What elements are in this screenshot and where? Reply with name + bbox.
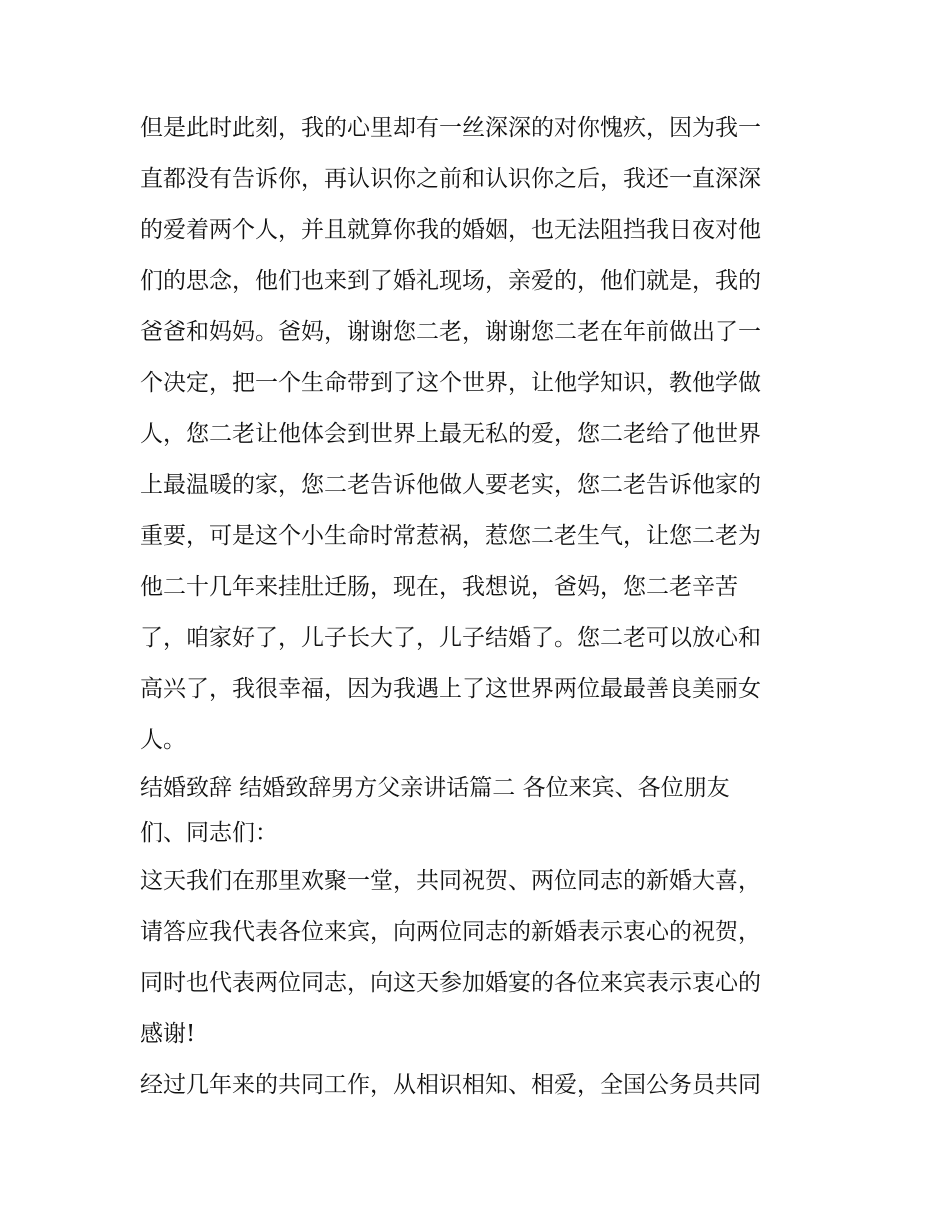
section-heading-line: 结婚致辞 结婚致辞男方父亲讲话篇二 各位来宾、各位朋友 bbox=[140, 775, 730, 801]
text-line: 他二十几年来挂肚迁肠，现在，我想说，爸妈，您二老辛苦 bbox=[140, 574, 738, 600]
text-line: 人。 bbox=[140, 727, 186, 753]
text-line: 直都没有告诉你，再认识你之前和认识你之后，我还一直深深 bbox=[140, 166, 761, 192]
text-line: 个决定，把一个生命带到了这个世界，让他学知识，教他学做 bbox=[140, 370, 761, 396]
text-line: 这天我们在那里欢聚一堂，共同祝贺、两位同志的新婚大喜， bbox=[140, 868, 761, 894]
text-line: 上最温暖的家，您二老告诉他做人要老实，您二老告诉他家的 bbox=[140, 472, 761, 498]
section-heading-line: 们、同志们： bbox=[140, 820, 278, 846]
text-line: 但是此时此刻，我的心里却有一丝深深的对你愧疚，因为我一 bbox=[140, 115, 761, 141]
text-line: 同时也代表两位同志，向这天参加婚宴的各位来宾表示衷心的 bbox=[140, 970, 761, 996]
text-line: 感谢! bbox=[140, 1021, 196, 1047]
text-line: 经过几年来的共同工作，从相识相知、相爱，全国公务员共同 bbox=[140, 1072, 761, 1098]
text-line: 爸爸和妈妈。爸妈，谢谢您二老，谢谢您二老在年前做出了一 bbox=[140, 319, 761, 345]
text-line: 们的思念，他们也来到了婚礼现场，亲爱的，他们就是，我的 bbox=[140, 268, 761, 294]
text-line: 了，咱家好了，儿子长大了，儿子结婚了。您二老可以放心和 bbox=[140, 625, 761, 651]
document-body bbox=[140, 103, 820, 1111]
text-line: 人，您二老让他体会到世界上最无私的爱，您二老给了他世界 bbox=[140, 421, 761, 447]
text-line: 重要，可是这个小生命时常惹祸，惹您二老生气，让您二老为 bbox=[140, 523, 761, 549]
text-line: 请答应我代表各位来宾，向两位同志的新婚表示衷心的祝贺， bbox=[140, 919, 761, 945]
text-line: 的爱着两个人，并且就算你我的婚姻，也无法阻挡我日夜对他 bbox=[140, 217, 761, 243]
text-line: 高兴了，我很幸福，因为我遇上了这世界两位最最善良美丽女 bbox=[140, 676, 761, 702]
